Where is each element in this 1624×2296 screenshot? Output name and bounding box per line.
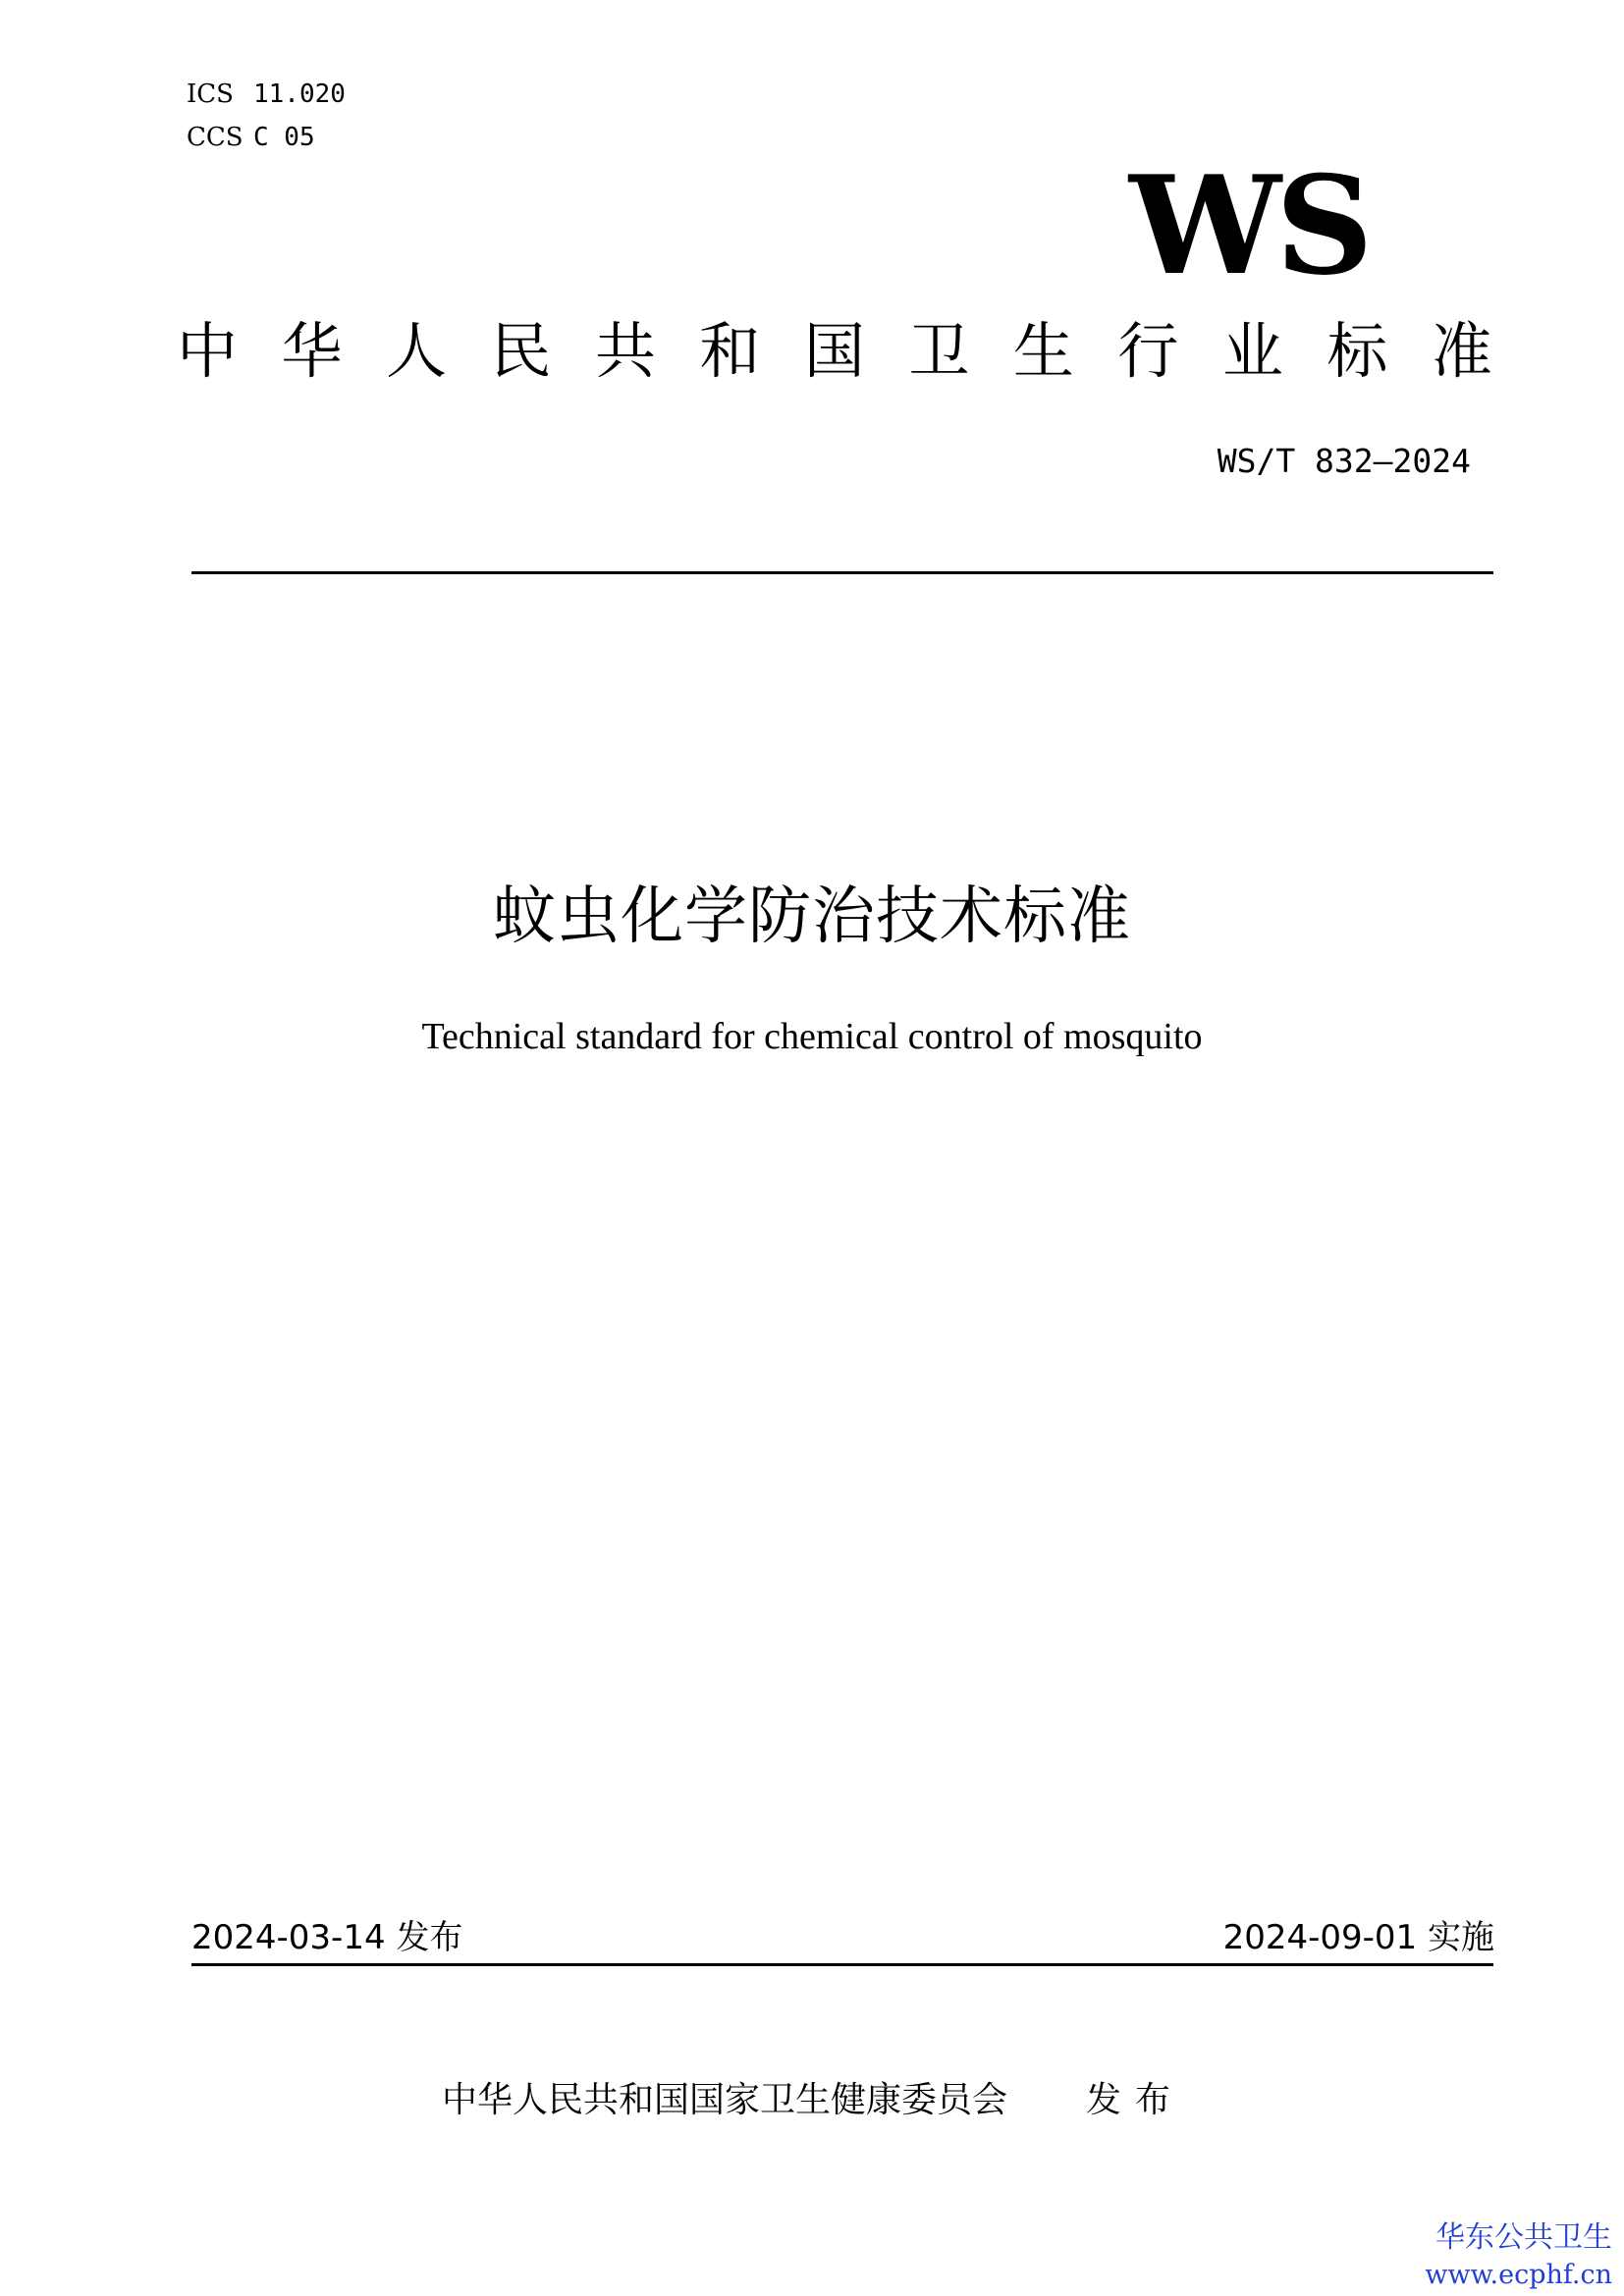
ccs-value: C 05 xyxy=(253,123,315,152)
header-char: 行 xyxy=(1117,315,1179,387)
header-char: 生 xyxy=(1012,315,1074,387)
standard-number: WS/T 832—2024 xyxy=(1217,442,1471,480)
header-char: 和 xyxy=(699,315,761,387)
header-char: 国 xyxy=(803,315,865,387)
watermark xyxy=(1396,2218,1612,2293)
ccs-code xyxy=(187,118,315,157)
header-char: 业 xyxy=(1221,315,1283,387)
header-char: 共 xyxy=(594,315,656,387)
title-english: Technical standard for chemical control of mosquito xyxy=(421,1016,1203,1057)
header-char: 中 xyxy=(177,315,239,387)
header-char: 准 xyxy=(1431,315,1492,387)
header-char: 卫 xyxy=(908,315,970,387)
watermark-name: 华东公共卫生 xyxy=(1435,2220,1612,2255)
header-char: 标 xyxy=(1326,315,1388,387)
watermark-url: www.ecphf.cn xyxy=(1425,2260,1612,2290)
header-char: 民 xyxy=(490,315,552,387)
ccs-label: CCS xyxy=(187,123,244,152)
ws-logo: WS xyxy=(1129,145,1368,305)
bottom-divider xyxy=(191,1963,1493,1966)
publisher xyxy=(442,2077,1184,2124)
title-chinese: 蚊虫化学防治技术标准 xyxy=(493,881,1131,953)
standard-header xyxy=(177,312,1492,391)
publisher-name: 中华人民共和国国家卫生健康委员会 xyxy=(442,2080,1008,2120)
publisher-action: 发布 xyxy=(1086,2080,1185,2120)
header-char: 华 xyxy=(281,315,343,387)
ics-code xyxy=(187,75,346,114)
top-divider xyxy=(191,571,1493,574)
issue-date: 2024-03-14 发布 xyxy=(191,1918,463,1957)
effective-date: 2024-09-01 实施 xyxy=(1222,1918,1494,1957)
ics-label: ICS xyxy=(187,80,234,109)
header-char: 人 xyxy=(385,315,447,387)
ics-value: 11.020 xyxy=(253,80,346,109)
